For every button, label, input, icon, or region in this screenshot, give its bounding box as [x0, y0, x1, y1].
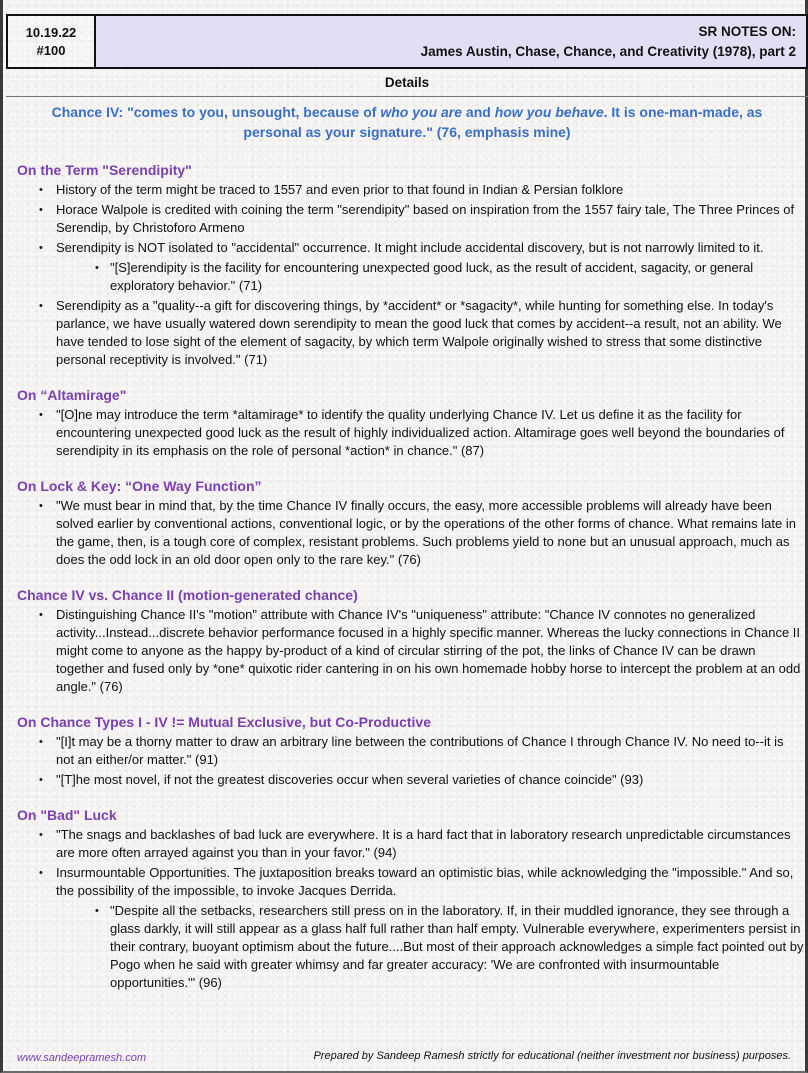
section-heading: On Chance Types I - IV != Mutual Exclusive, but Co-Productive [17, 714, 431, 730]
list-item: • Horace Walpole is credited with coining the term "serendipity" based on inspiration from the 1557 fairy tale, The Three Princes of Serendip, by Christoforo Armeno [17, 201, 805, 237]
intro-part3: . It is one-man-made, as personal as your signature." (76, emphasis mine) [243, 104, 763, 140]
list-item-text: Serendipity is NOT isolated to "accidental" occurrence. It might include accidental discovery, but is not narrowly limited to it. [56, 240, 764, 255]
header-meta [8, 16, 96, 67]
sub-bullet-list [17, 259, 805, 295]
disclaimer: Prepared by Sandeep Ramesh strictly for educational (neither investment nor business) purposes. [313, 1050, 791, 1062]
list-item: • Serendipity as a "quality--a gift for discovering things, by *accident* or *sagacity*, while hunting for something else. In today's parlance, we have usually watered down serendipity to mean the good luck that comes by accident--a result, not an ability. We have tended to lose sight of the element of sagacity, by which term Walpole originally wished to stress that some distinctive personal receptivity is involved." (71) [17, 297, 805, 369]
details-heading: Details [6, 69, 808, 97]
section-serendipity [17, 160, 805, 369]
title-subject: James Austin, Chase, Chance, and Creativity (1978), part 2 [420, 43, 796, 59]
notes-content [17, 160, 805, 1008]
section-lock-and-key [17, 476, 805, 569]
bullet-list [17, 497, 805, 569]
section-chance-types [17, 712, 805, 789]
list-item: • "[T]he most novel, if not the greatest discoveries occur when several varieties of chance coincide" (93) [17, 771, 805, 789]
section-chance-iv-vs-ii [17, 585, 805, 696]
list-item: • "The snags and backlashes of bad luck are everywhere. It is a hard fact that in laboratory research unpredictable circumstances are more often arrayed against you than in your favor." (94) [17, 826, 805, 862]
section-heading: On Lock & Key: “One Way Function” [17, 478, 262, 494]
section-heading: Chance IV vs. Chance II (motion-generated chance) [17, 587, 358, 603]
sub-bullet-list [17, 902, 805, 992]
list-item [17, 239, 805, 295]
section-heading: On “Altamirage" [17, 387, 127, 403]
section-heading: On the Term "Serendipity" [17, 162, 192, 178]
list-item: • Distinguishing Chance II's "motion" attribute with Chance IV's "uniqueness" attribute: "Chance IV connotes no generalized activity...Instead...discrete behavior performance focused in a highly specific manner. Whereas the lucky connections in Chance II might come to anyone as the happy by-product of a kind of circular stirring of the pot, the links of Chance IV can be drawn together and fused only by *one* quixotic rider cantering in on his own homemade hobby horse to intercept the problem at an odd angle." (76) [17, 606, 805, 696]
sub-list-item: • "Despite all the setbacks, researchers still press on in the laboratory. If, in their muddled ignorance, they see through a glass darkly, it will still appear as a glass half full rather than half empty. Vulnerable everywhere, experimenters persist in their contrary, buoyant optimism about the future....But most of their approach acknowledges a simple fact pointed out by Pogo when he said with greater whimsy and far greater accuracy: 'We are confronted with insurmountable opportunities.'" (96) [17, 902, 805, 992]
bullet-list [17, 826, 805, 992]
website-link[interactable]: www.sandeepramesh.com [17, 1052, 147, 1064]
list-item: • "We must bear in mind that, by the time Chance IV finally occurs, the easy, more accessible problems will already have been solved earlier by conventional actions, conventional logic, or by the operations of the other forms of chance. What remains late in the game, then, is a tough core of complex, resistant problems. Such problems yield to none but an unusual approach, much as does the odd lock in an old door open only to the rare key." (76) [17, 497, 805, 569]
list-item: • "[O]ne may introduce the term *altamirage* to identify the quality underlying Chance IV. Let us define it as the facility for encountering unexpected good luck as the result of highly individualized action. Altamirage goes well beyond the boundaries of serendipity in its emphasis on the role of personal *action* in chance." (87) [17, 406, 805, 460]
title-label: SR NOTES ON: [698, 23, 796, 39]
intro-emphasis-1: who you are [380, 104, 463, 120]
note-number: #100 [36, 42, 66, 58]
bullet-list [17, 181, 805, 369]
sub-list-item: • "[S]erendipity is the facility for encountering unexpected good luck, as the result of accident, sagacity, or general exploratory behavior." (71) [17, 259, 805, 295]
intro-part1: Chance IV: "comes to you, unsought, because of [51, 104, 381, 120]
intro-quote [23, 102, 791, 142]
list-item: • History of the term might be traced to 1557 and even prior to that found in Indian & Persian folklore [17, 181, 805, 199]
list-item [17, 864, 805, 992]
bullet-list [17, 406, 805, 460]
bullet-list [17, 606, 805, 696]
section-altamirage [17, 385, 805, 460]
section-bad-luck [17, 805, 805, 992]
list-item: • "[I]t may be a thorny matter to draw an arbitrary line between the contributions of Chance I through Chance IV. No need to--it is not an either/or matter." (91) [17, 733, 805, 769]
bullet-list [17, 733, 805, 789]
section-heading: On "Bad" Luck [17, 807, 117, 823]
note-date: 10.19.22 [25, 24, 77, 40]
list-item-text: Insurmountable Opportunities. The juxtaposition breaks toward an optimistic bias, while acknowledging the "impossible." And so, the possibility of the impossible, to invoke Jacques Derrida. [56, 865, 794, 898]
header-title [96, 16, 806, 67]
intro-part2: and [462, 104, 495, 120]
header-box [6, 14, 808, 69]
intro-emphasis-2: how you behave [494, 104, 604, 120]
